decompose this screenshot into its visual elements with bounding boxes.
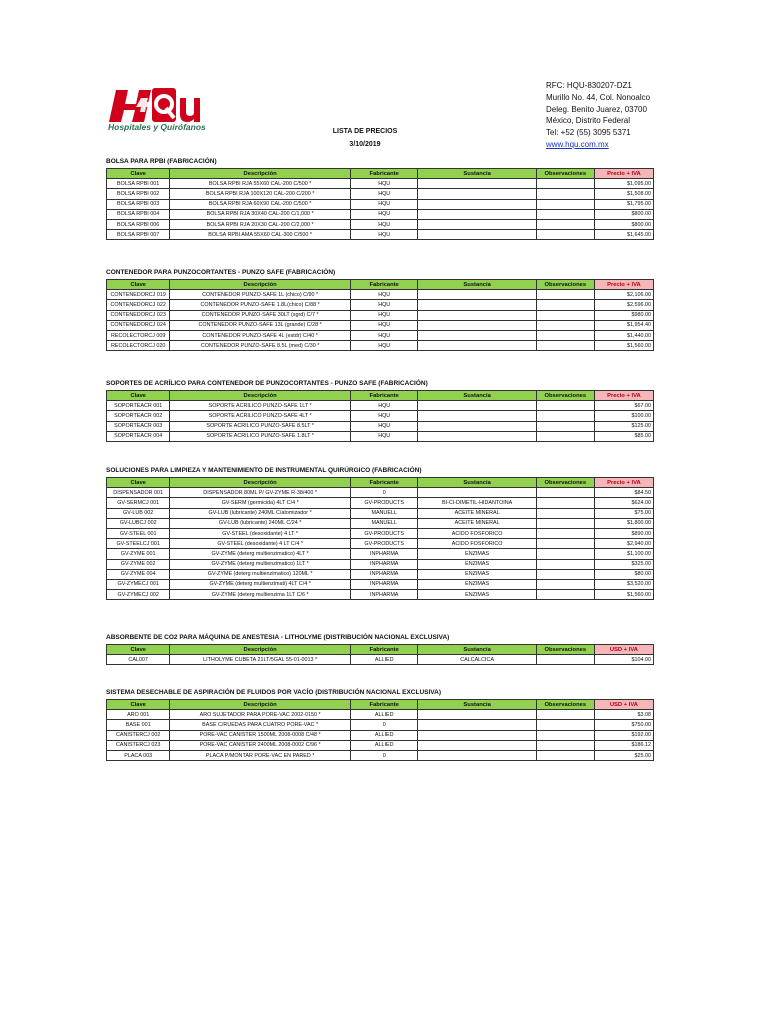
table-cell: ALLIED — [350, 710, 418, 720]
table-row — [107, 539, 654, 549]
table-cell: BOLSA RPBI RJA 60X90 CAL-200 C/500 * — [170, 199, 351, 209]
table-cell: BOLSA RPBI 006 — [107, 219, 170, 229]
table-cell — [418, 219, 536, 229]
company-phone: Tel: +52 (55) 3095 5371 — [546, 128, 631, 138]
column-header: USD + IVA — [594, 700, 653, 710]
table-cell: CONTENEDORCJ 019 — [107, 290, 170, 300]
table-row — [107, 559, 654, 569]
company-website-link[interactable]: www.hqu.com.mx — [546, 139, 609, 149]
table-cell: HQU — [350, 290, 418, 300]
table-cell: PLACA 003 — [107, 750, 170, 760]
column-header: Sustancia — [418, 478, 536, 488]
table-cell: HQU — [350, 219, 418, 229]
table-cell: GV-LUB (lubricante) 240ML C/24 * — [170, 518, 351, 528]
section-title: BOLSA PARA RPBI (FABRICACIÓN) — [106, 158, 217, 165]
table-cell — [418, 341, 536, 351]
table-cell — [418, 320, 536, 330]
table-cell: INPHARMA — [350, 559, 418, 569]
table-cell: $325.00 — [594, 559, 653, 569]
table-cell: $2,596.00 — [594, 300, 653, 310]
table-cell: CONTENEDOR PUNZO-SAFE 30LT (sgrd) C/7 * — [170, 310, 351, 320]
table-row — [107, 431, 654, 441]
table-cell: $1,560.00 — [594, 590, 653, 600]
table-cell: HQU — [350, 330, 418, 340]
company-logo — [108, 84, 230, 134]
table-cell: BI-CI-DIMETIL-HIDANTOINA — [418, 498, 536, 508]
table-cell — [536, 740, 594, 750]
column-header: Sustancia — [418, 280, 536, 290]
table-cell: ACIDO FOSFORICO — [418, 528, 536, 538]
column-header: Sustancia — [418, 391, 536, 401]
table-cell — [536, 710, 594, 720]
table-cell: SOPORTEACR 004 — [107, 431, 170, 441]
table-cell: ARO 001 — [107, 710, 170, 720]
table-cell — [418, 431, 536, 441]
table-cell: $25.00 — [594, 750, 653, 760]
table-cell — [536, 219, 594, 229]
table-row — [107, 179, 654, 189]
table-cell: CONTENEDORCJ 024 — [107, 320, 170, 330]
table-cell — [418, 189, 536, 199]
table-cell: GV-ZYME (deterg multienzimati) 4LT C/4 * — [170, 579, 351, 589]
table-cell: SOPORTE ACRILICO PUNZO-SAFE 4LT * — [170, 411, 351, 421]
column-header: Sustancia — [418, 169, 536, 179]
table-cell: GV-ZYME (deterg multienzimatico) 120ML * — [170, 569, 351, 579]
table-cell: HQU — [350, 310, 418, 320]
table-cell: GV-PRODUCTS — [350, 539, 418, 549]
table-cell: BOLSA RPBI AMA 55X60 CAL-300 C/500 * — [170, 230, 351, 240]
table-cell — [418, 750, 536, 760]
table-cell: BOLSA RPBI 007 — [107, 230, 170, 240]
table-cell: INPHARMA — [350, 549, 418, 559]
table-cell — [536, 320, 594, 330]
table-cell: LITHOLYME CUBETA 21LT/5GAL 55-01-0013 * — [170, 655, 351, 665]
table-row — [107, 209, 654, 219]
column-header: Clave — [107, 700, 170, 710]
table-cell: $192.00 — [594, 730, 653, 740]
table-cell — [418, 330, 536, 340]
table-cell: DISPENSADOR 001 — [107, 488, 170, 498]
column-header: Descripción — [170, 645, 351, 655]
table-row — [107, 189, 654, 199]
column-header: Observaciones — [536, 169, 594, 179]
table-cell: $890.00 — [594, 528, 653, 538]
table-cell: GV-ZYME 001 — [107, 549, 170, 559]
table-cell: BOLSA RPBI 002 — [107, 189, 170, 199]
table-cell: ARO SUJETADOR PARA PORE-VAC 2002-0150 * — [170, 710, 351, 720]
table-cell — [536, 559, 594, 569]
column-header: Fabricante — [350, 391, 418, 401]
table-cell: CANISTERCJ 002 — [107, 730, 170, 740]
company-rfc: RFC: HQU-830207-DZ1 — [546, 81, 632, 90]
table-cell: BOLSA RPBI 004 — [107, 209, 170, 219]
table-cell: $1,560.00 — [594, 341, 653, 351]
table-cell: ALLIED — [350, 730, 418, 740]
table-cell: ALLIED — [350, 740, 418, 750]
table-cell: $624.00 — [594, 498, 653, 508]
column-header: Sustancia — [418, 700, 536, 710]
table-row — [107, 290, 654, 300]
table-cell — [536, 341, 594, 351]
table-cell — [536, 189, 594, 199]
table-cell — [536, 199, 594, 209]
column-header: Observaciones — [536, 645, 594, 655]
table-row — [107, 750, 654, 760]
table-header-row — [107, 478, 654, 488]
column-header: Observaciones — [536, 478, 594, 488]
table-cell: GV-PRODUCTS — [350, 498, 418, 508]
table-cell — [536, 488, 594, 498]
table-header-row — [107, 700, 654, 710]
table-cell: CONTENEDOR PUNZO-SAFE 1.8L(chico) C/88 * — [170, 300, 351, 310]
column-header: Fabricante — [350, 645, 418, 655]
table-cell — [418, 401, 536, 411]
table-cell: $2,940.00 — [594, 539, 653, 549]
table-row — [107, 590, 654, 600]
table-cell: GV-STEEL 001 — [107, 528, 170, 538]
table-cell: $1,095.00 — [594, 179, 653, 189]
column-header: Fabricante — [350, 478, 418, 488]
table-cell: $125.00 — [594, 421, 653, 431]
column-header: Descripción — [170, 700, 351, 710]
table-cell — [418, 421, 536, 431]
table-cell: CONTENEDORCJ 023 — [107, 310, 170, 320]
table-cell — [536, 730, 594, 740]
table-cell: HQU — [350, 320, 418, 330]
table-cell: MANUELL — [350, 518, 418, 528]
table-cell: HQU — [350, 209, 418, 219]
table-cell: $186.12 — [594, 740, 653, 750]
table-cell: CONTENEDOR PUNZO-SAFE 1L (chico) C/90 * — [170, 290, 351, 300]
table-cell: GV-ZYME 004 — [107, 569, 170, 579]
table-cell: $800.00 — [594, 219, 653, 229]
document-heading — [300, 125, 430, 151]
table-cell: $1,645.00 — [594, 230, 653, 240]
table-row — [107, 300, 654, 310]
table-cell: HQU — [350, 411, 418, 421]
table-cell: $84.50 — [594, 488, 653, 498]
column-header: Descripción — [170, 280, 351, 290]
table-row — [107, 219, 654, 229]
table-cell: PORE-VAC CANISTER 2400ML 2008-0002 C/96 * — [170, 740, 351, 750]
table-cell: SOPORTE ACRILICO PUNZO-SAFE 1.8LT * — [170, 431, 351, 441]
table-cell: ACEITE MINERAL — [418, 508, 536, 518]
table-cell: HQU — [350, 230, 418, 240]
table-cell: ENZIMAS — [418, 569, 536, 579]
table-cell — [536, 569, 594, 579]
table-cell: ENZIMAS — [418, 579, 536, 589]
table-cell: GV-LUB (lubricante) 240ML C/atomizador * — [170, 508, 351, 518]
column-header: Fabricante — [350, 280, 418, 290]
column-header: Clave — [107, 280, 170, 290]
table-cell — [536, 411, 594, 421]
table-cell: RECOLECTORCJ 009 — [107, 330, 170, 340]
table-cell — [536, 310, 594, 320]
table-cell — [418, 710, 536, 720]
table-cell: BOLSA RPBI 003 — [107, 199, 170, 209]
table-cell: CONTENEDOR PUNZO-SAFE 13L (grande) C/28 * — [170, 320, 351, 330]
table-row — [107, 320, 654, 330]
column-header: Precio + IVA — [594, 169, 653, 179]
table-row — [107, 230, 654, 240]
column-header: Clave — [107, 645, 170, 655]
column-header: Sustancia — [418, 645, 536, 655]
table-cell: GV-ZYME (deterg multienzima 1LT C/6 * — [170, 590, 351, 600]
section-title: SOPORTES DE ACRÍLICO PARA CONTENEDOR DE PUNZOCORTANTES - PUNZO SAFE (FABRICACIÓN) — [106, 380, 428, 387]
column-header: USD + IVA — [594, 645, 653, 655]
table-cell: MANUELL — [350, 508, 418, 518]
table-row — [107, 330, 654, 340]
table-cell: BASE C/RUEDAS PARA CUATRO PORE-VAC * — [170, 720, 351, 730]
table-cell — [536, 179, 594, 189]
table-cell — [418, 199, 536, 209]
table-cell: $1,800.00 — [594, 518, 653, 528]
table-row — [107, 498, 654, 508]
table-cell: INPHARMA — [350, 569, 418, 579]
table-row — [107, 199, 654, 209]
price-table — [106, 644, 654, 665]
table-cell: GV-ZYME 002 — [107, 559, 170, 569]
table-cell — [418, 411, 536, 421]
table-cell: GV-PRODUCTS — [350, 528, 418, 538]
table-cell: $750.00 — [594, 720, 653, 730]
table-cell: BOLSA RPBI RJA 30X40 CAL-200 C/1,000 * — [170, 209, 351, 219]
table-row — [107, 569, 654, 579]
table-cell: BOLSA RPBI RJA 55X60 CAL-200 C/500 * — [170, 179, 351, 189]
table-cell: $67.00 — [594, 401, 653, 411]
table-cell: $75.00 — [594, 508, 653, 518]
table-cell: RECOLECTORCJ 020 — [107, 341, 170, 351]
table-cell — [418, 230, 536, 240]
table-cell: 0 — [350, 488, 418, 498]
table-header-row — [107, 645, 654, 655]
table-cell: ENZIMAS — [418, 559, 536, 569]
table-header-row — [107, 169, 654, 179]
table-row — [107, 740, 654, 750]
table-cell: SOPORTEACR 001 — [107, 401, 170, 411]
table-cell — [536, 579, 594, 589]
table-cell — [536, 528, 594, 538]
table-cell — [418, 720, 536, 730]
table-cell: HQU — [350, 300, 418, 310]
table-cell: CONTENEDORCJ 022 — [107, 300, 170, 310]
column-header: Descripción — [170, 169, 351, 179]
table-cell: 0 — [350, 720, 418, 730]
column-header: Fabricante — [350, 169, 418, 179]
table-cell: SOPORTE ACRILICO PUNZO-SAFE 8.5LT * — [170, 421, 351, 431]
table-cell: SOPORTE ACRILICO PUNZO-SAFE 1LT * — [170, 401, 351, 411]
table-cell — [418, 300, 536, 310]
column-header: Observaciones — [536, 391, 594, 401]
document-title: LISTA DE PRECIOS — [332, 128, 398, 135]
table-cell — [536, 230, 594, 240]
table-row — [107, 508, 654, 518]
column-header: Descripción — [170, 391, 351, 401]
table-cell: BOLSA RPBI RJA 20X30 CAL-200 C/2,000 * — [170, 219, 351, 229]
document-date: 3/10/2019 — [349, 141, 381, 148]
table-cell: INPHARMA — [350, 579, 418, 589]
table-cell: ACIDO FOSFORICO — [418, 539, 536, 549]
column-header: Observaciones — [536, 700, 594, 710]
table-cell: $3,520.00 — [594, 579, 653, 589]
table-cell: DISPENSADOR 80ML P/ GV-ZYME R-38/400 * — [170, 488, 351, 498]
section-title: SISTEMA DESECHABLE DE ASPIRACIÓN DE FLUIDOS POR VACÍO (DISTRIBUCIÓN NACIONAL EXCLUSIVA) — [106, 689, 442, 696]
table-cell: HQU — [350, 341, 418, 351]
table-cell: INPHARMA — [350, 590, 418, 600]
table-cell: GV-LUBCJ 002 — [107, 518, 170, 528]
table-cell: $1,954.40 — [594, 320, 653, 330]
table-cell — [536, 209, 594, 219]
table-cell: ENZIMAS — [418, 549, 536, 559]
table-header-row — [107, 280, 654, 290]
table-cell — [536, 508, 594, 518]
table-cell: GV-STEEL (desoxidante) 4 LT * — [170, 528, 351, 538]
table-cell: GV-ZYME (deterg multienzimatico) 1LT * — [170, 559, 351, 569]
table-cell: $100.00 — [594, 411, 653, 421]
column-header: Descripción — [170, 478, 351, 488]
price-table — [106, 477, 654, 600]
column-header: Fabricante — [350, 700, 418, 710]
table-cell: GV-ZYME (deterg multienzimatico) 4LT * — [170, 549, 351, 559]
table-cell: HQU — [350, 431, 418, 441]
table-row — [107, 421, 654, 431]
table-cell: $1,100.00 — [594, 549, 653, 559]
company-address-line3: México, Distrito Federal — [546, 116, 631, 126]
column-header: Clave — [107, 169, 170, 179]
table-row — [107, 310, 654, 320]
table-header-row — [107, 391, 654, 401]
table-row — [107, 720, 654, 730]
table-cell: HQU — [350, 421, 418, 431]
table-cell: $3.08 — [594, 710, 653, 720]
table-cell: $104.00 — [594, 655, 653, 665]
table-cell: CONTENEDOR PUNZO-SAFE 8.5L (med) C/30 * — [170, 341, 351, 351]
table-cell — [418, 740, 536, 750]
table-cell: HQU — [350, 179, 418, 189]
table-row — [107, 488, 654, 498]
table-row — [107, 411, 654, 421]
table-row — [107, 518, 654, 528]
table-cell: BASE 001 — [107, 720, 170, 730]
table-cell: HQU — [350, 199, 418, 209]
table-cell: GV-SERM (germicida) 4LT C/4 * — [170, 498, 351, 508]
table-cell — [536, 720, 594, 730]
table-cell — [418, 179, 536, 189]
table-cell — [536, 401, 594, 411]
price-table — [106, 390, 654, 442]
table-row — [107, 401, 654, 411]
table-cell: PORE-VAC CANISTER 1500ML 2008-0008 C/48 * — [170, 730, 351, 740]
table-cell — [536, 655, 594, 665]
table-cell: $80.00 — [594, 569, 653, 579]
table-cell: GV-STEEL (desoxidante) 4 LT C/4 * — [170, 539, 351, 549]
price-table — [106, 168, 654, 240]
table-cell: $2,106.00 — [594, 290, 653, 300]
table-cell: CANISTERCJ 023 — [107, 740, 170, 750]
table-cell: BOLSA RPBI 001 — [107, 179, 170, 189]
section-title: SOLUCIONES PARA LIMPIEZA Y MANTENIMIENTO DE INSTRUMENTAL QUIRÚRGICO (FABRICACIÓN) — [106, 467, 422, 474]
table-cell: 0 — [350, 750, 418, 760]
column-header: Precio + IVA — [594, 391, 653, 401]
table-row — [107, 549, 654, 559]
table-cell: GV-STEELCJ 001 — [107, 539, 170, 549]
table-cell: CALCALCICA — [418, 655, 536, 665]
column-header: Clave — [107, 478, 170, 488]
table-cell: ALLIED — [350, 655, 418, 665]
table-cell — [536, 300, 594, 310]
table-row — [107, 528, 654, 538]
table-cell: GV-LUB 002 — [107, 508, 170, 518]
table-cell: $1,508.00 — [594, 189, 653, 199]
table-cell: HQU — [350, 189, 418, 199]
table-cell — [536, 431, 594, 441]
table-cell — [536, 421, 594, 431]
table-cell — [536, 518, 594, 528]
section-title: CONTENEDOR PARA PUNZOCORTANTES - PUNZO SAFE (FABRICACIÓN) — [106, 269, 336, 276]
company-address-line2: Deleg. Benito Juarez, 03700 — [546, 104, 647, 114]
section-title: ABSORBENTE DE CO2 PARA MÁQUINA DE ANESTESIA - LITHOLYME (DISTRIBUCIÓN NACIONAL EXCLUSIVA) — [106, 634, 450, 641]
price-table — [106, 699, 654, 761]
table-cell: CONTENEDOR PUNZO-SAFE 4L (estdr) C/40 * — [170, 330, 351, 340]
price-table — [106, 279, 654, 351]
table-cell — [536, 750, 594, 760]
table-cell: SOPORTEACR 003 — [107, 421, 170, 431]
table-row — [107, 579, 654, 589]
table-row — [107, 655, 654, 665]
table-cell — [536, 590, 594, 600]
table-cell: CAL007 — [107, 655, 170, 665]
table-cell: $85.00 — [594, 431, 653, 441]
table-cell: HQU — [350, 401, 418, 411]
table-cell — [418, 209, 536, 219]
table-cell: GV-ZYMECJ 002 — [107, 590, 170, 600]
table-cell — [536, 498, 594, 508]
table-cell — [418, 290, 536, 300]
company-info — [546, 80, 650, 151]
column-header: Observaciones — [536, 280, 594, 290]
table-row — [107, 710, 654, 720]
table-cell: SOPORTEACR 002 — [107, 411, 170, 421]
table-cell: BOLSA RPBI RJA 100X120 CAL-200 C/200 * — [170, 189, 351, 199]
table-cell — [536, 290, 594, 300]
table-cell: GV-SERMCJ 001 — [107, 498, 170, 508]
table-cell — [536, 539, 594, 549]
column-header: Precio + IVA — [594, 280, 653, 290]
table-cell: $1,795.00 — [594, 199, 653, 209]
table-cell — [418, 488, 536, 498]
table-cell: GV-ZYMECJ 001 — [107, 579, 170, 589]
table-cell — [536, 330, 594, 340]
column-header: Precio + IVA — [594, 478, 653, 488]
table-cell: ENZIMAS — [418, 590, 536, 600]
table-cell: PLACA P/MONTAR PORE-VAC EN PARED * — [170, 750, 351, 760]
table-cell: ACEITE MINERAL — [418, 518, 536, 528]
table-cell: $800.00 — [594, 209, 653, 219]
table-cell — [418, 310, 536, 320]
table-cell: $980.00 — [594, 310, 653, 320]
logo-tagline: Hospitales y Quirófanos — [108, 122, 206, 132]
table-row — [107, 341, 654, 351]
table-cell — [536, 549, 594, 559]
company-address-line1: Murillo No. 44, Col. Nonoalco — [546, 92, 651, 102]
table-row — [107, 730, 654, 740]
column-header: Clave — [107, 391, 170, 401]
table-cell: $1,440.00 — [594, 330, 653, 340]
table-cell — [418, 730, 536, 740]
